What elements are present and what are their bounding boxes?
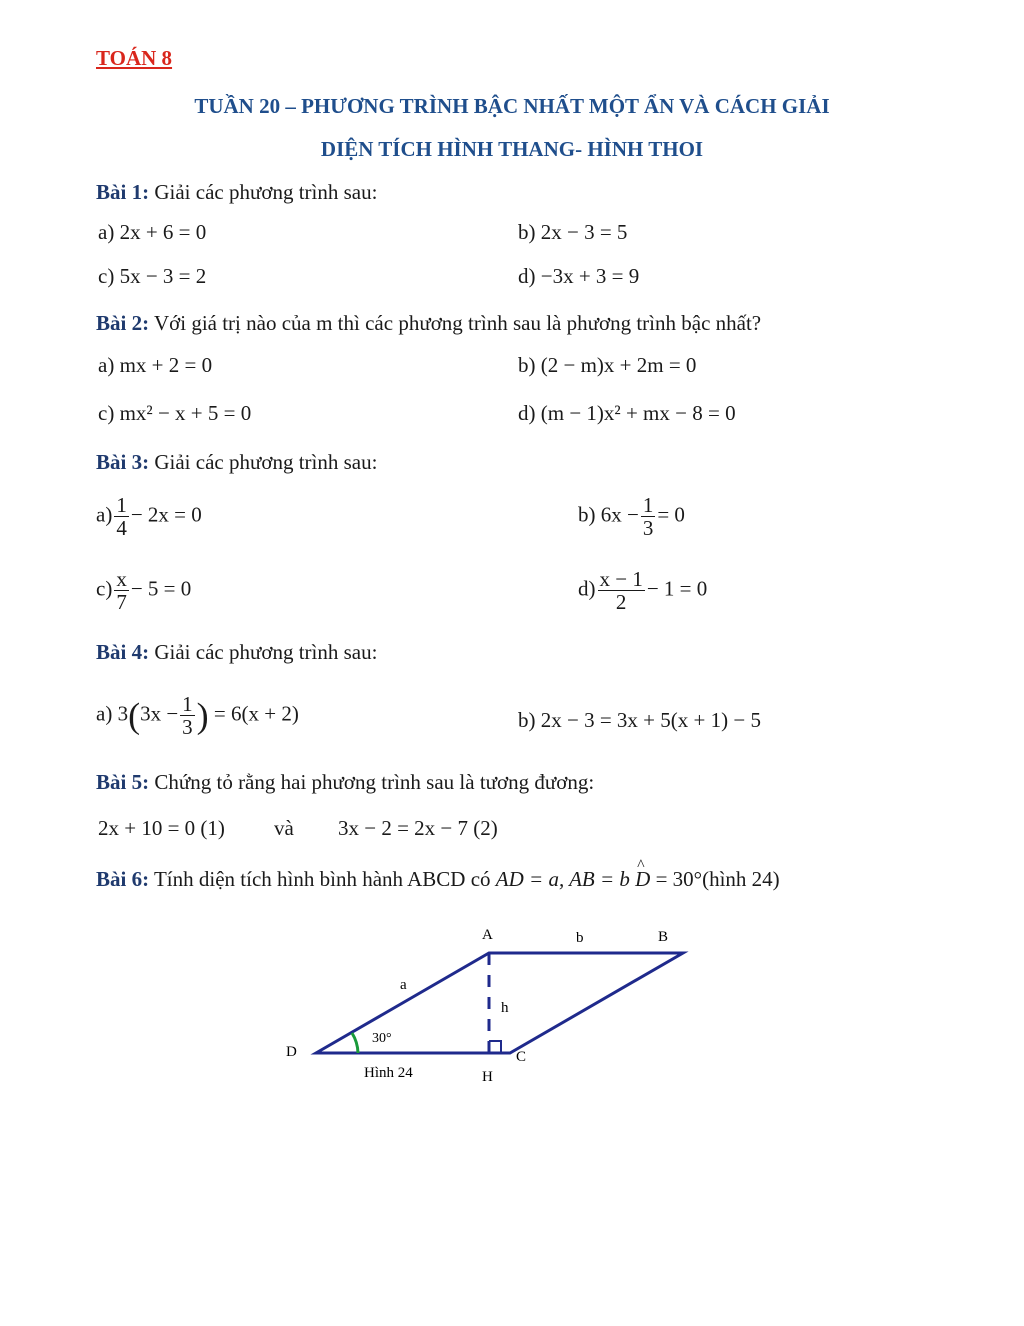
foot-label-h: H — [482, 1069, 493, 1085]
page-subtitle: DIỆN TÍCH HÌNH THANG- HÌNH THOI — [320, 137, 704, 161]
page-title: TUẦN 20 – PHƯƠNG TRÌNH BẬC NHẤT MỘT ẨN VÀ CÁCH GIẢI — [194, 94, 830, 118]
exercise-6-condition: AD = a, AB = b — [495, 867, 630, 891]
exercise-5-label: Bài 5: — [96, 770, 150, 794]
exercise-1-text: Giải các phương trình sau: — [149, 180, 378, 204]
exercise-5-connector: và — [274, 816, 294, 840]
exercise-3-heading — [96, 450, 377, 475]
subject-label: TOÁN 8 — [96, 46, 173, 70]
exercise-3-label: Bài 3: — [96, 450, 150, 474]
exercise-1-a: a) 2x + 6 = 0 — [98, 220, 207, 244]
exercise-5-heading — [96, 770, 594, 795]
exercise-5-eq2: 3x − 2 = 2x − 7 (2) — [338, 816, 498, 840]
exercise-6-tail: (hình 24) — [702, 867, 780, 891]
exercise-2-heading — [96, 311, 761, 336]
exercise-2-b: b) (2 − m)x + 2m = 0 — [518, 353, 697, 377]
exercise-3-a: a) $\frac{1}{4}$ − 2x = 0 — [96, 493, 202, 541]
side-label-b: b — [576, 930, 584, 946]
exercise-4-label: Bài 4: — [96, 640, 150, 664]
exercise-1-d: d) −3x + 3 = 9 — [518, 264, 640, 288]
exercise-4-text: Giải các phương trình sau: — [149, 640, 378, 664]
exercise-4-a: a) 3(3x − $\frac{1}{3}$ ) = 6(x + 2) — [96, 692, 299, 740]
exercise-2-c: c) mx² − x + 5 = 0 — [98, 401, 252, 425]
exercise-1-label: Bài 1: — [96, 180, 150, 204]
parallelogram-figure — [270, 915, 710, 1095]
exercise-3-d: d) $\frac{x - 1}{2}$ − 1 = 0 — [578, 567, 708, 615]
exercise-3-b: b) 6x − $\frac{1}{3}$ = 0 — [578, 493, 685, 541]
exercise-5-text: Chứng tỏ rằng hai phương trình sau là tương đương: — [149, 770, 595, 794]
height-label-h: h — [501, 1000, 509, 1016]
exercise-5-eq1: 2x + 10 = 0 (1) — [98, 816, 225, 840]
exercise-6-label: Bài 6: — [96, 867, 150, 891]
vertex-label-c: C — [516, 1049, 527, 1065]
exercise-2-d: d) (m − 1)x² + mx − 8 = 0 — [518, 401, 736, 425]
exercise-1-c: c) 5x − 3 = 2 — [98, 264, 207, 288]
figure-caption: Hình 24 — [364, 1065, 413, 1081]
exercise-3-c: c) $\frac{x}{7}$ − 5 = 0 — [96, 567, 192, 615]
exercise-4-b: b) 2x − 3 = 3x + 5(x + 1) − 5 — [518, 708, 761, 732]
exercise-2-a: a) mx + 2 = 0 — [98, 353, 213, 377]
exercise-4-heading — [96, 640, 377, 665]
exercise-1-b: b) 2x − 3 = 5 — [518, 220, 628, 244]
exercise-3-text: Giải các phương trình sau: — [149, 450, 378, 474]
exercise-1-heading — [96, 180, 377, 205]
exercise-6-angle-value: = 30° — [655, 867, 703, 891]
angle-label: 30° — [372, 1031, 392, 1046]
vertex-label-a: A — [482, 927, 493, 943]
exercise-2-text: Với giá trị nào của m thì các phương trình sau là phương trình bậc nhất? — [149, 311, 762, 335]
angle-arc — [352, 1033, 358, 1053]
exercise-2-label: Bài 2: — [96, 311, 150, 335]
right-angle-mark — [489, 1041, 501, 1053]
exercise-6-heading — [96, 867, 780, 892]
side-label-a: a — [400, 977, 407, 993]
exercise-6-angle-letter: ^ D — [635, 867, 650, 892]
vertex-label-b: B — [658, 929, 669, 945]
exercise-6-text: Tính diện tích hình bình hành ABCD có — [149, 867, 496, 891]
vertex-label-d: D — [286, 1044, 297, 1060]
